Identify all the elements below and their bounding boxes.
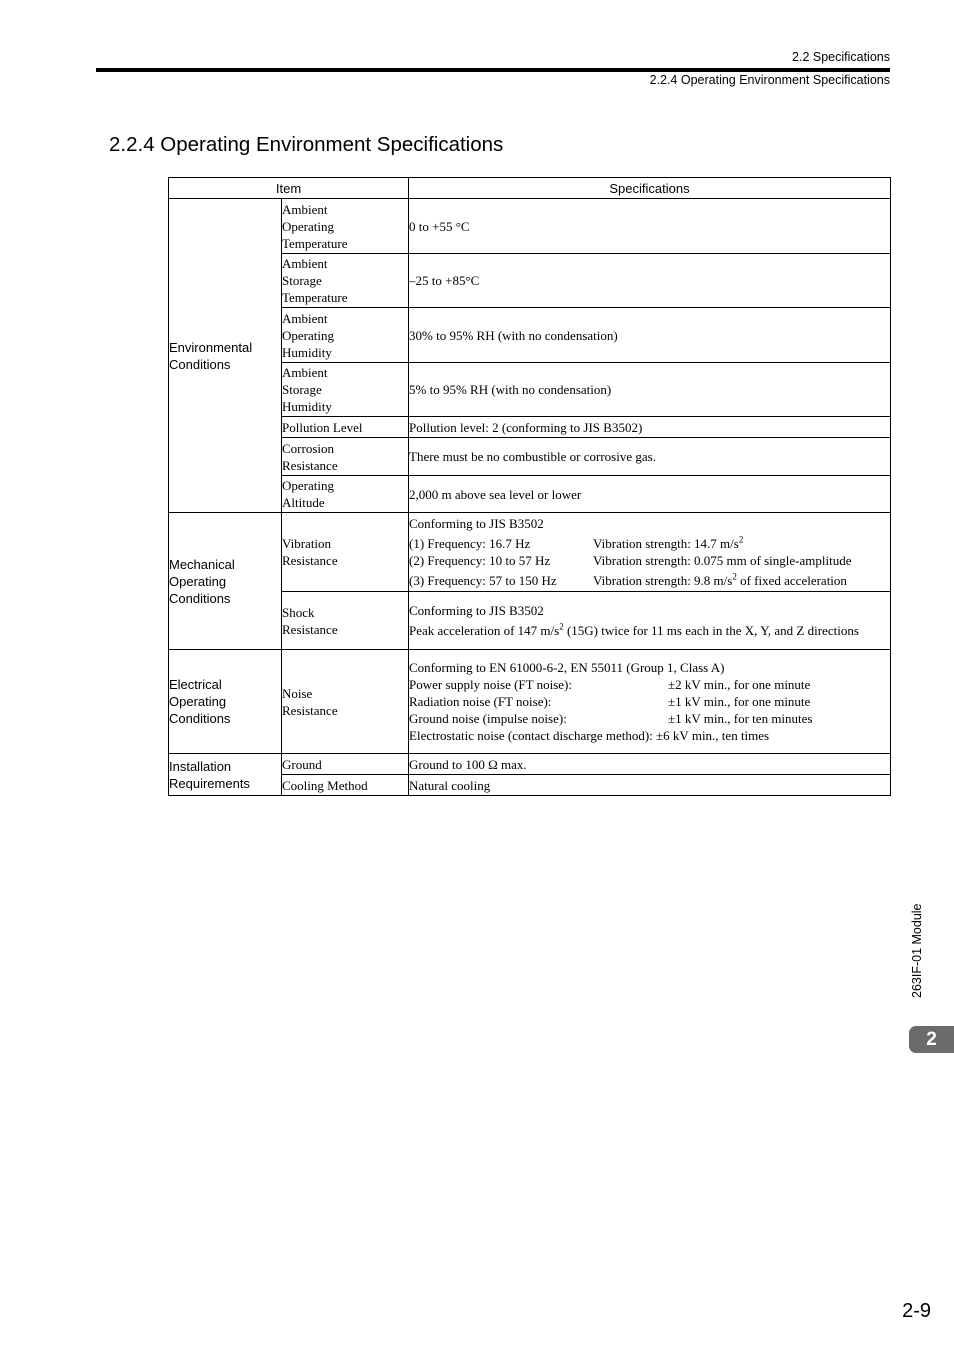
category-installation: Installation Requirements <box>169 754 282 796</box>
item-cell: Ambient Operating Temperature <box>282 199 409 254</box>
value-cell: Pollution level: 2 (conforming to JIS B3502) <box>409 417 891 438</box>
shock-standard: Conforming to JIS B3502 <box>409 603 544 618</box>
vibration-value-cell <box>409 513 891 592</box>
value-cell: Ground to 100 Ω max. <box>409 754 891 775</box>
noise-line: Electrostatic noise (contact discharge method): ±6 kV min., ten times <box>409 728 770 743</box>
noise-line: Radiation noise (FT noise): ±1 kV min., for one minute <box>409 694 811 709</box>
side-module-label: 263IF-01 Module <box>910 903 924 998</box>
header-specifications: Specifications <box>409 178 891 199</box>
item-cell: Cooling Method <box>282 775 409 796</box>
item-cell: Shock Resistance <box>282 592 409 650</box>
value-cell: 0 to +55 °C <box>409 199 891 254</box>
vibration-line: (2) Frequency: 10 to 57 Hz Vibration strength: 0.075 mm of single-amplitude <box>409 553 852 568</box>
value-cell: Natural cooling <box>409 775 891 796</box>
table-header-row <box>169 178 891 199</box>
table-row <box>169 513 891 592</box>
vibration-line: (3) Frequency: 57 to 150 Hz Vibration strength: 9.8 $m/s^2$ of fixed acceleration <box>409 571 847 588</box>
item-cell: Pollution Level <box>282 417 409 438</box>
item-cell: Ambient Storage Temperature <box>282 254 409 308</box>
item-cell: Ambient Storage Humidity <box>282 363 409 417</box>
header-rule <box>96 68 890 72</box>
running-header-subsection: 2.2.4 Operating Environment Specifications <box>649 73 890 87</box>
value-cell: –25 to +85°C <box>409 254 891 308</box>
running-header-section: 2.2 Specifications <box>792 50 890 64</box>
page-title: 2.2.4 Operating Environment Specifications <box>109 133 504 156</box>
table-row <box>169 754 891 775</box>
table-row <box>169 650 891 754</box>
page-number: 2-9 <box>902 1300 931 1322</box>
noise-standard: Conforming to EN 61000-6-2, EN 55011 (Group 1, Class A) <box>409 660 725 675</box>
category-electrical: Electrical Operating Conditions <box>169 650 282 754</box>
vibration-standard: Conforming to JIS B3502 <box>409 516 544 531</box>
noise-value-cell <box>409 650 891 754</box>
noise-line: Ground noise (impulse noise): ±1 kV min., for ten minutes <box>409 711 813 726</box>
value-cell: 30% to 95% RH (with no condensation) <box>409 308 891 363</box>
item-cell: Operating Altitude <box>282 476 409 513</box>
value-cell: 5% to 95% RH (with no condensation) <box>409 363 891 417</box>
category-mechanical: Mechanical Operating Conditions <box>169 513 282 650</box>
item-cell: Noise Resistance <box>282 650 409 754</box>
item-cell: Corrosion Resistance <box>282 438 409 476</box>
item-cell: Vibration Resistance <box>282 513 409 592</box>
shock-text: Peak acceleration of 147 $m/s^2$ (15G) twice for 11 ms each in the X, Y, and Z directions <box>409 621 859 638</box>
value-cell: 2,000 m above sea level or lower <box>409 476 891 513</box>
chapter-tab: 2 <box>909 1026 954 1053</box>
vibration-line: (1) Frequency: 16.7 Hz Vibration strength: 14.7 $m/s^2$ <box>409 534 744 551</box>
value-cell: There must be no combustible or corrosive gas. <box>409 438 891 476</box>
spec-table <box>168 177 891 796</box>
header-item: Item <box>169 178 409 199</box>
item-cell: Ambient Operating Humidity <box>282 308 409 363</box>
noise-line: Power supply noise (FT noise): ±2 kV min., for one minute <box>409 677 811 692</box>
table-row <box>169 199 891 254</box>
item-cell: Ground <box>282 754 409 775</box>
category-environmental: Environmental Conditions <box>169 199 282 513</box>
shock-value-cell <box>409 592 891 650</box>
